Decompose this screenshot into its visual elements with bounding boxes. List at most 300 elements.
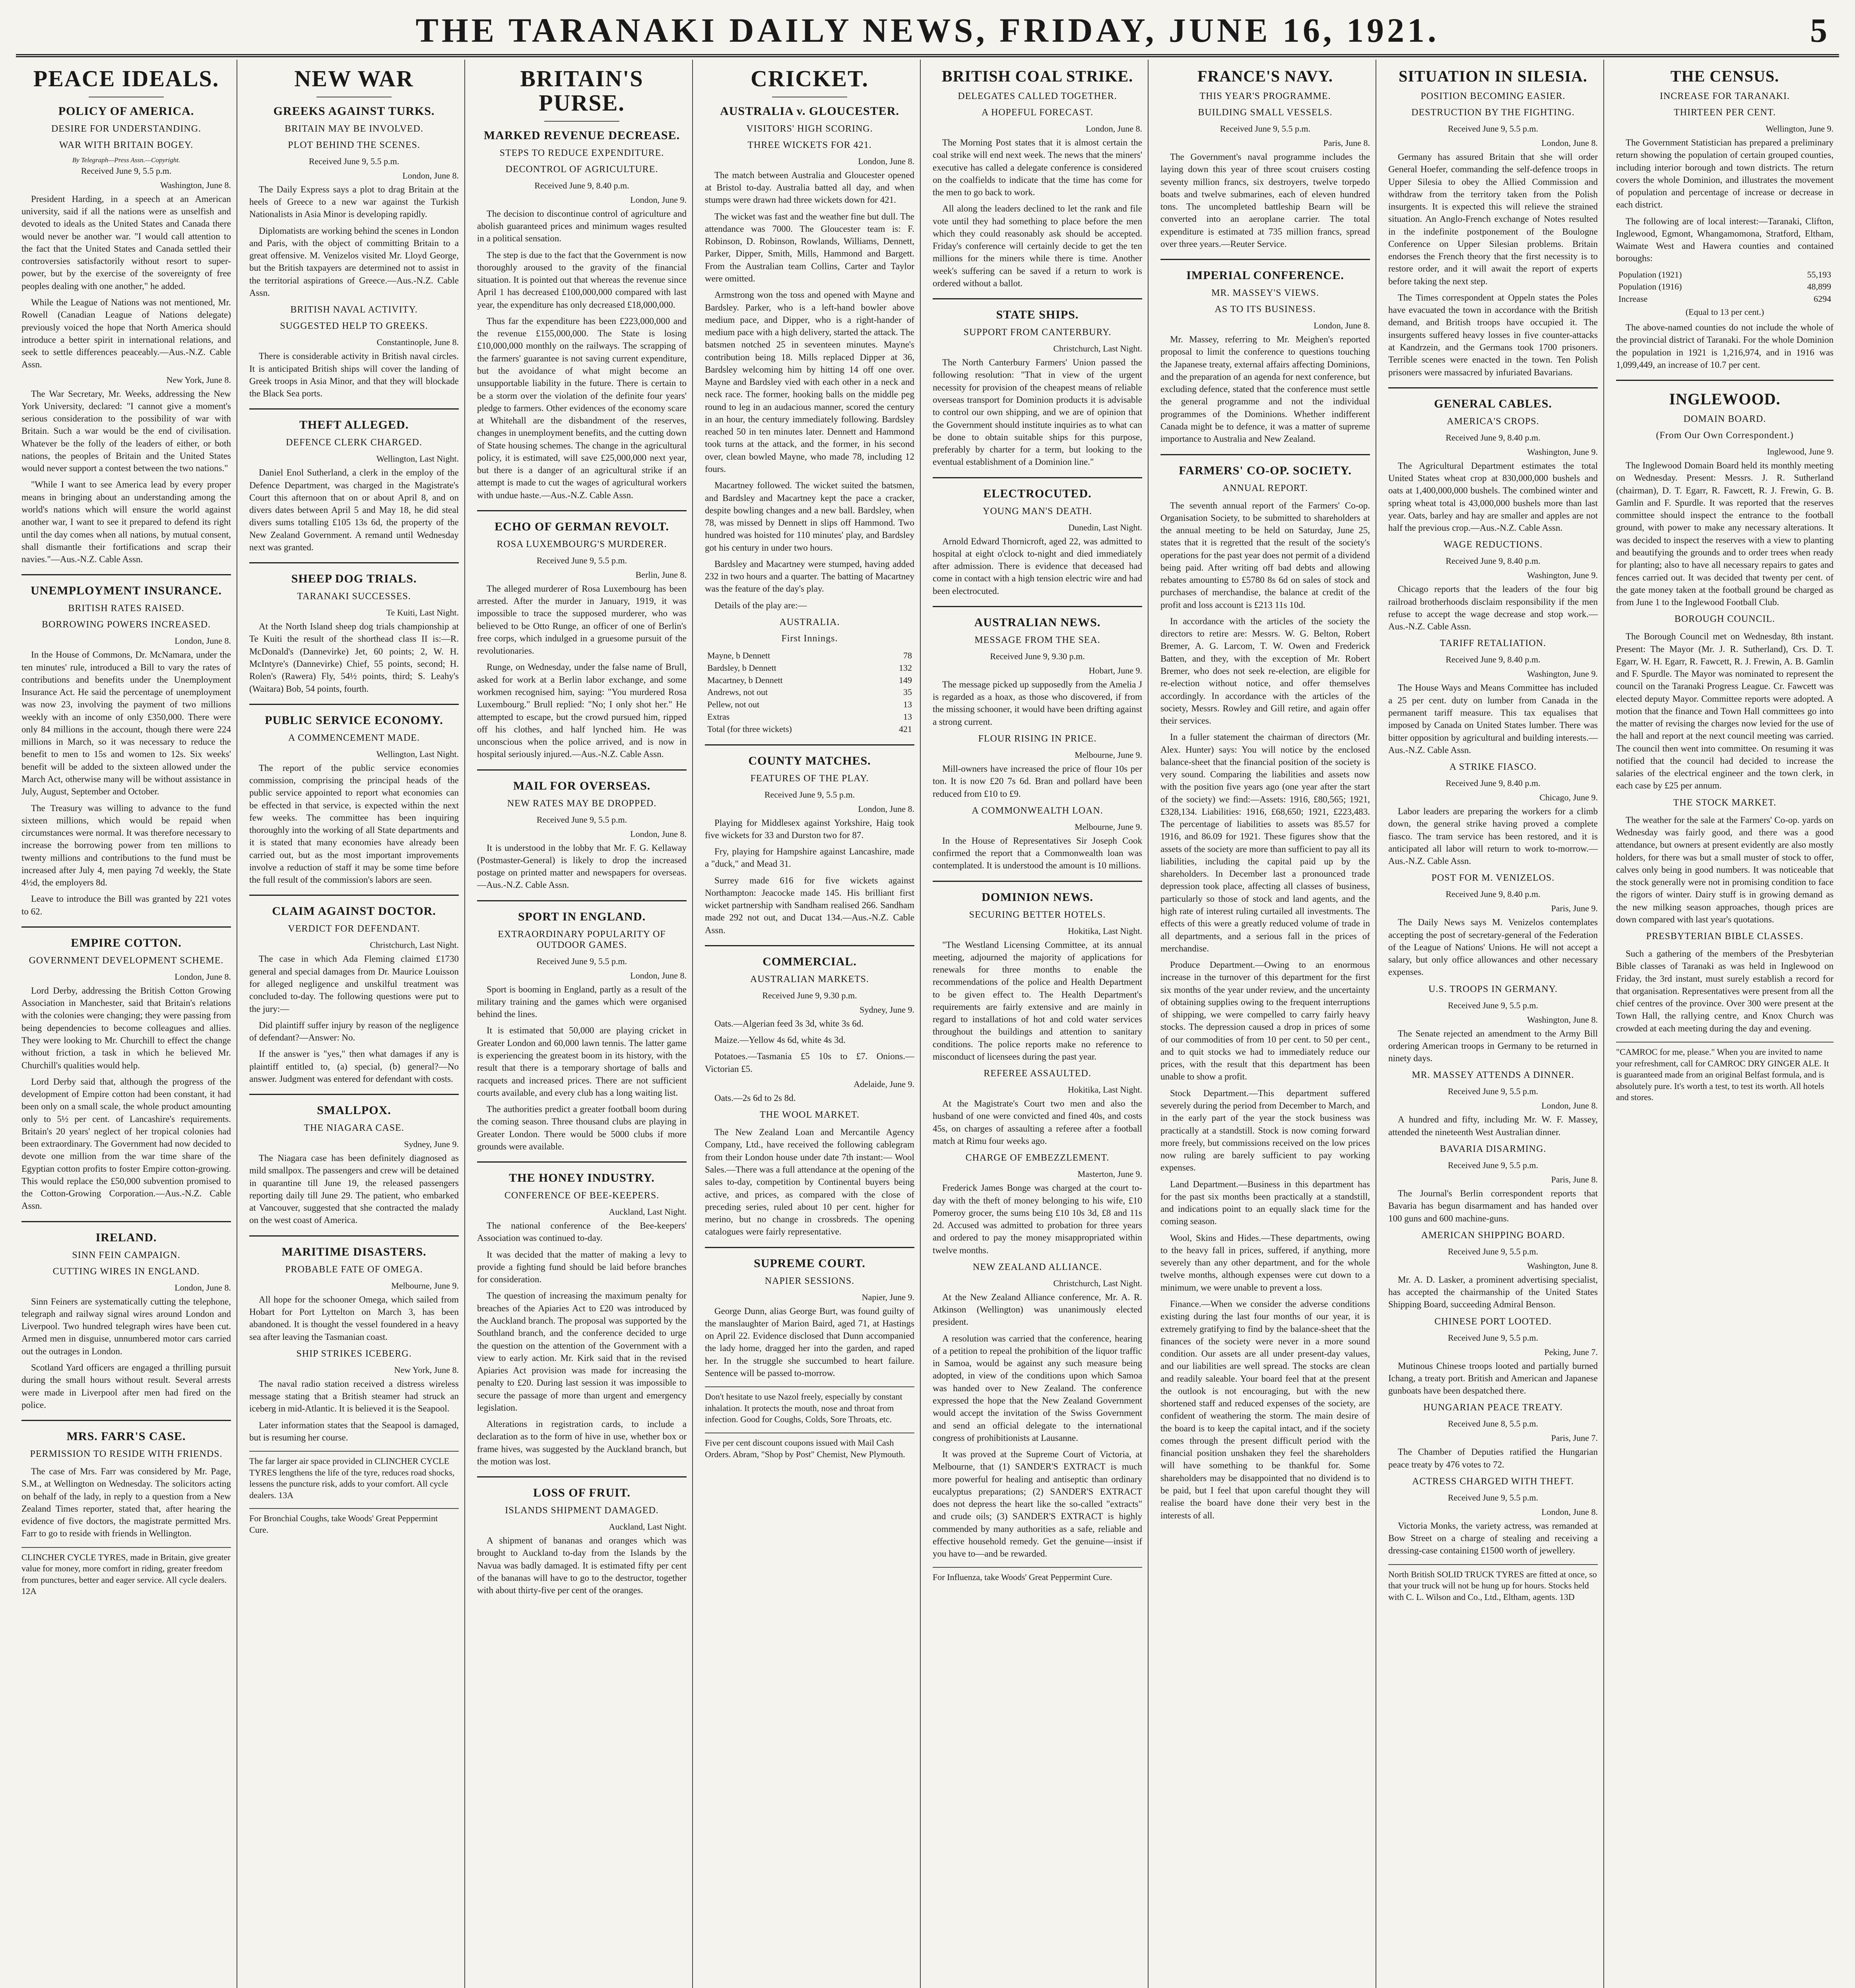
article-paragraph: Playing for Middlesex against Yorkshire, Haig took five wickets for 33 and Durston two for 87. [705, 817, 914, 840]
divider [1160, 454, 1370, 455]
article-paragraph: The authorities predict a greater football boom during the coming season. Three thousand clubs are playing in Greater London. There would be 5000 clubs if more grounds were available. [477, 1104, 687, 1151]
subheading: GOVERNMENT DEVELOPMENT SCHEME. [29, 955, 224, 966]
dateline: Washington, June 9. [1527, 447, 1598, 457]
received-line: Received June 9, 5.5 p.m. [81, 165, 172, 176]
advertisement: CLINCHER CYCLE TYRES, made in Britain, give greater value for money, more comfort in riding, greater freedom from punctures, better and eager service. All cycle dealers. 12A [21, 1547, 231, 1597]
article-paragraph: Stock Department.—This department suffered severely during the period from December to March, and in the early part of the year the stock business was practically at a standstill. Stock is now coming forward more freely, but commissions received on the low prices now ruling are barely sufficient to pay working expenses. [1160, 1088, 1370, 1173]
runs: 78 [903, 650, 912, 660]
dateline: Dunedin, Last Night. [1068, 522, 1142, 532]
advertisement: The far larger air space provided in CLINCHER CYCLE TYRES lengthens the life of the tyre, reduces road shocks, lessens the puncture risk, adds to your comfort. All cycle dealers. 13A [249, 1451, 459, 1501]
dateline: Christchurch, Last Night. [370, 940, 459, 950]
subheading: THIRTEEN PER CENT. [1674, 107, 1776, 118]
dateline: London, June 8. [1541, 1101, 1598, 1111]
scorecard-row [707, 699, 912, 711]
article-paragraph: The seventh annual report of the Farmers' Co-op. Organisation Society, to be submitted to shareholders at the annual meeting to be held on Saturday, June 25, states that it is regretted that the result of the society's operations for the past year does not permit of a dividend being paid. After writing off bad debts and allowing rebates amounting to £5780 8s 6d on sales of stock and purchases of merchandise, the balance at credit of the profit and loss account is £213 11s 10d. [1160, 500, 1370, 610]
received-line: Received June 9, 8.40 p.m. [1446, 654, 1541, 665]
subheading: POSITION BECOMING EASIER. [1420, 91, 1566, 101]
headline: PUBLIC SERVICE ECONOMY. [265, 713, 443, 727]
article-paragraph: The Times correspondent at Oppeln states the Poles have evacuated the town in accordance with the British demand, and British troops have occupied it. The insurgents suffered heavy losses in five counter-attacks at Kandrzein, and the Germans took 1700 prisoners. Terrible scenes were enacted in the town. Ten Polish prisoners were massacred by infuriated Bavarians. [1388, 292, 1598, 377]
masthead-title: THE TARANAKI DAILY NEWS, FRIDAY, JUNE 16, 1921. [415, 11, 1440, 49]
article-paragraph: Wool, Skins and Hides.—These departments, owing to the heavy fall in prices, suffered, if anything, more severely than any other department, and for the whole twelve months, although expenses were cut down to a minimum, we were unable to prevent a loss. [1160, 1233, 1370, 1293]
article-paragraph: The Journal's Berlin correspondent reports that Bavaria has begun disarmament and has handed over 100 guns and 600 machine-guns. [1388, 1188, 1598, 1223]
subheading: EXTRAORDINARY POPULARITY OF OUTDOOR GAMES. [498, 929, 666, 950]
received-line: Received June 9, 5.5 p.m. [536, 956, 627, 966]
article-paragraph: In the House of Commons, Dr. McNamara, under the ten minutes' rule, introduced a Bill to vary the rates of contributions and benefits under the Unemployment Insurance Act. He said the percentage of unemployment was now 23, involving the payment of two millions weekly with an income of only £350,000. There were only 84 millions in the account, though there were 224 millions in March, so it was necessary to reduce the benefit to men to 15s and women to 12s. Six weeks' benefit will be added to the sixteen allowed under the March Act, otherwise many will be without assistance in July, August, September and October. [21, 650, 231, 797]
runs: 132 [899, 662, 912, 673]
headline: FARMERS' CO-OP. SOCIETY. [1179, 464, 1352, 477]
subheading: VISITORS' HIGH SCORING. [746, 123, 873, 134]
subheading: ACTRESS CHARGED WITH THEFT. [1412, 1476, 1574, 1487]
article-paragraph: The Government's naval programme includes the laying down this year of three scout cruisers costing seventy million francs, six destroyers, twelve torpedo boats and twelve submarines, each of eleven hundred tons. The uncompleted battleship Bearn will be converted into an aeroplane carrier. The total expenditure is estimated at 735 million francs, spread over three years.—Reuter Service. [1160, 152, 1370, 249]
subheading: TARIFF RETALIATION. [1440, 638, 1546, 649]
dateline: London, June 8. [1541, 1507, 1598, 1517]
article-paragraph: The Agricultural Department estimates the total United States wheat crop at 830,000,000 bushels and oats at 1,400,000,000 bushels. The combined winter and spring wheat total is 43,000,000 bushels more than last year. Oats, barley and hay are smaller and apples are not half the previous crop.—Aus.-N.Z. Cable Assn. [1388, 460, 1598, 533]
article-paragraph: The Government Statistician has prepared a preliminary return showing the population of certain grouped counties, including interior borough and town districts. The return covers the whole Dominion, and illustrates the movement of population and percentage of increase or decrease in each district. [1616, 138, 1834, 210]
dateline: Paris, June 7. [1551, 1433, 1598, 1443]
headline: UNEMPLOYMENT INSURANCE. [31, 584, 222, 598]
article-paragraph: The naval radio station received a distress wireless message stating that a British steamer had struck an iceberg in mid-Atlantic. It is believed it is the Seapool. [249, 1378, 459, 1414]
article-paragraph: A shipment of bananas and oranges which was brought to Auckland to-day from the Islands by the Navua was badly damaged. It is estimated fifty per cent of the bananas will have to go to the destructor, together with about thirty-five per cent of the oranges. [477, 1536, 687, 1596]
article-paragraph: Victoria Monks, the variety actress, was remanded at Bow Street on a charge of stealing and receiving a dressing-case containing £1500 worth of jewellery. [1388, 1520, 1598, 1556]
census-label: Population (1921) [1618, 269, 1682, 280]
divider [544, 121, 620, 122]
column-6 [1155, 60, 1376, 1988]
article-paragraph: The case of Mrs. Farr was considered by Mr. Page, S.M., at Wellington on Wednesday. The solicitors acting on behalf of the lady, in reply to a question from a New Zealand Times reporter, stated that, after hearing the evidence of five doctors, the magistrate permitted Mrs. Farr to go to reside with friends in Wellington. [21, 1466, 231, 1539]
article-paragraph: Land Department.—Business in this department has for the past six months been practically at a standstill, and indications point to an equally slack time for the coming season. [1160, 1179, 1370, 1227]
article-paragraph: The following are of local interest:—Taranaki, Clifton, Inglewood, Egmont, Whangamomona, Stratford, Eltham, Waimate West and Hawera counties and contained boroughs: [1616, 216, 1834, 264]
divider [1160, 259, 1370, 260]
subheading: A COMMONWEALTH LOAN. [972, 805, 1103, 816]
headline: SUPREME COURT. [754, 1256, 865, 1270]
runs: 35 [903, 687, 912, 697]
subheading: FLOUR RISING IN PRICE. [978, 733, 1097, 744]
divider [477, 769, 687, 771]
article-paragraph: The North Canterbury Farmers' Union passed the following resolution: "That in view of the urgent necessity for provision of the cheapest means of reliable overseas transport for Dominion products it is advisable to control our own shipping, and we are of opinion that the Government should institute inquiries as to what can be done to obtain suitable ships for this purpose, preferably by charter for a term, but looking to the eventual establishment of a Dominion line." [933, 357, 1142, 467]
article-paragraph: The Inglewood Domain Board held its monthly meeting on Wednesday. Present: Messrs. J. R. Sutherland (chairman), D. T. Egarr, R. Fawcett, R. J. Frewin, G. B. Gamlin and F. Spurdle. It was reported that the reserves committee should inspect the entrance to the football ground, with power to make any necessary alterations. It was decided to inspect the reserves with a view to planting and beautifying the grounds and to order trees when ready for planting; also to have all necessary repairs to gates and fences carried out. It was decided that twenty per cent. of the gate money taken at the football ground be charged as from June 1 to the Inglewood Football Club. [1616, 460, 1834, 608]
census-label: Population (1916) [1618, 282, 1682, 292]
article-paragraph: In accordance with the articles of the society the directors to retire are: Messrs. W. G. Belton, Robert Bremer, A. G. Larcom, T. W. Owen and Frederick Batten, and they, with the exception of Mr. Robert Bremer, who does not seek re-election, are eligible for re-election without notice, and offer themselves accordingly. In accordance with the articles of the society, Messrs. Rowley and Gill retire, and again offer their services. [1160, 616, 1370, 726]
article-paragraph: Bardsley and Macartney were stumped, having added 232 in two hours and a quarter. The batting of Macartney was the feature of the day's play. [705, 559, 914, 594]
headline: NEW WAR [294, 66, 414, 91]
advertisement: For Influenza, take Woods' Great Peppermint Cure. [933, 1567, 1142, 1583]
subheading: SINN FEIN CAMPAIGN. [72, 1250, 180, 1260]
subheading: POLICY OF AMERICA. [58, 104, 194, 118]
subheading: NAPIER SESSIONS. [765, 1276, 855, 1286]
advertisement: "CAMROC for me, please." When you are invited to name your refreshment, call for CAMROC DRY GINGER ALE. It is guaranteed made from an original Belfast formula, and is absolutely pure. It's worth a test, to test its worth. All hotels and stores. [1616, 1042, 1834, 1103]
headline: COMMERCIAL. [763, 955, 857, 968]
subheading: AMERICA'S CROPS. [1447, 416, 1539, 427]
article-paragraph: The weather for the sale at the Farmers' Co-op. yards on Wednesday was fairly good, and there was a good attendance, but owners at present evidently are also mostly holders, for there was but a small muster of stock to offer, calves only being in good numbers. It was noticeable that the stock generally were not in promising condition to face the rigors of winter. Dairy stuff is in growing demand as the new milking season approaches, though prices are down compared with last year's quotations. [1616, 815, 1834, 924]
advertisement: North British SOLID TRUCK TYRES are fitted at once, so that your truck will not be hung up for hours. Stocks held with C. L. Wilson and Co., Ltd., Eltham, agents. 13D [1388, 1564, 1598, 1603]
census-row [1618, 281, 1831, 293]
dateline: Hokitika, Last Night. [1068, 926, 1142, 936]
received-line: Received June 9, 5.5 p.m. [1220, 124, 1311, 134]
dateline: Adelaide, June 9. [854, 1079, 914, 1089]
headline: THE HONEY INDUSTRY. [509, 1171, 655, 1185]
article-paragraph: Did plaintiff suffer injury by reason of the negligence of defendant?—Answer: No. [249, 1020, 459, 1043]
headline: LOSS OF FRUIT. [533, 1486, 631, 1500]
divider [933, 298, 1142, 299]
dateline: London, June 8. [175, 636, 231, 646]
dateline: Washington, June 8. [160, 180, 231, 190]
divider [21, 926, 231, 928]
received-line: Received June 9, 5.5 p.m. [1448, 1492, 1539, 1503]
batsman: Mayne, b Dennett [707, 650, 770, 660]
subheading: BRITISH NAVAL ACTIVITY. [290, 305, 418, 315]
headline: DOMINION NEWS. [982, 890, 1093, 904]
dateline: Wellington, June 9. [1766, 124, 1834, 134]
dateline: Paris, June 8. [1323, 138, 1370, 148]
subheading: FEATURES OF THE PLAY. [750, 773, 869, 784]
received-line: Received June 9, 8.40 p.m. [1446, 778, 1541, 788]
subheading: (From Our Own Correspondent.) [1656, 430, 1794, 441]
subheading: MESSAGE FROM THE SEA. [974, 635, 1100, 645]
article-paragraph: The message picked up supposedly from the Amelia J is regarded as a hoax, as those who discovered, if from the missing schooner, it would have been drifting against a strong current. [933, 679, 1142, 727]
article-paragraph: Scotland Yard officers are engaged a thrilling pursuit during the small hours without result. Several arrests were made in Liverpool after men had fired on the police. [21, 1363, 231, 1410]
article-paragraph: The Chamber of Deputies ratified the Hungarian peace treaty by 476 votes to 72. [1388, 1447, 1598, 1470]
divider [477, 1161, 687, 1163]
headline: BRITISH COAL STRIKE. [941, 67, 1133, 85]
runs: 13 [903, 711, 912, 722]
subheading: HUNGARIAN PEACE TREATY. [1423, 1402, 1563, 1413]
article-paragraph: Arnold Edward Thornicroft, aged 22, was admitted to hospital at eight o'clock to-night and died immediately after admission. There is evidence that deceased had come in contact with a high tension electric wire and had been electrocuted. [933, 536, 1142, 596]
dateline: London, June 8. [858, 156, 914, 166]
article-paragraph: In the House of Representatives Sir Joseph Cook confirmed the report that a Commonwealth loan was contemplated. It is understood the amount is 10 millions. [933, 835, 1142, 871]
scorecard-innings: First Innings. [781, 633, 838, 644]
subheading: CONFERENCE OF BEE-KEEPERS. [504, 1190, 660, 1201]
received-line: Received June 9, 9.30 p.m. [990, 651, 1085, 661]
column-4 [699, 60, 921, 1988]
received-line: Received June 9, 5.5 p.m. [1448, 124, 1539, 134]
subheading: SUPPORT FROM CANTERBURY. [963, 327, 1112, 338]
received-line: Received June 9, 5.5 p.m. [1448, 1332, 1539, 1343]
article-paragraph: Oats.—Algerian feed 3s 3d, white 3s 6d. [714, 1018, 863, 1029]
headline: GENERAL CABLES. [1434, 397, 1552, 410]
article-paragraph: Germany has assured Britain that she will order General Hoefer, commanding the self-defence troops in Upper Silesia to obey the Allied Commission and withdraw from the territory taken from the Polish insurgents. It is expected this will relieve the strained situation. An Anglo-French exchange of Notes resulted in the indefinite postponement of the Boulogne Conference on Upper Silesian problems. Britain endorses the French theory that the first necessity is to restore order, and it will await the report of experts before taking the next step. [1388, 152, 1598, 286]
dateline: Hobart, June 9. [1089, 665, 1142, 676]
dateline: Washington, June 8. [1527, 1260, 1598, 1271]
headline: ECHO OF GERMAN REVOLT. [495, 520, 669, 533]
subheading: PERMISSION TO RESIDE WITH FRIENDS. [30, 1449, 223, 1460]
article-paragraph: A resolution was carried that the conference, hearing of a petition to repeal the prohibition of the liquor traffic in Samoa, would be against any such measure being adopted, in view of the conditions upon which Samoa was handed over to New Zealand. The conference expressed the hope that the New Zealand Government would accept the invitation of the Swiss Government and send an official delegate to the international congress of prohibitionists at Lausanne. [933, 1333, 1142, 1443]
article-paragraph: "The Westland Licensing Committee, at its annual meeting, adjourned the majority of applications for renewals for three months to enable the recommendations of the police and Health Department to be given effect to. The Health Department's requirements are fairly extensive and are mainly in regard to installations of hot and cold water services throughout the buildings and attention to sanitary conditions. The police reports make no reference to misconduct of licensees during the past year. [933, 940, 1142, 1062]
dateline: London, June 8. [858, 804, 914, 814]
article-paragraph: The New Zealand Loan and Mercantile Agency Company, Ltd., have received the following cablegram from their London house under date 7th instant:— Wool Sales.—There was a full attendance at the opening of the sales to-day, competition by Continental buyers being active, and prices, as compared with the close of preceding series, ruled about 10 per cent. higher for merino, but no change in crossbreds. The opening catalogues were fairly representative. [705, 1127, 914, 1237]
headline: AUSTRALIAN NEWS. [974, 615, 1101, 629]
advertisement: For Bronchial Coughs, take Woods' Great Peppermint Cure. [249, 1508, 459, 1536]
subheading: PRESBYTERIAN BIBLE CLASSES. [1646, 931, 1804, 942]
article-paragraph: While the League of Nations was not mentioned, Mr. Rowell (Canadian League of Nations delegate) previously voiced the hope that North America should introduce a better spirit in international relations, and seek to settle differences peaceably.—Aus.-N.Z. Cable Assn. [21, 297, 231, 370]
dateline: London, June 9. [630, 194, 687, 205]
article-paragraph: The Niagara case has been definitely diagnosed as mild smallpox. The passengers and crew will be detained in quarantine till June 19, the released passengers reporting daily till June 29. The patient, who embarked at Vancouver, suggested that she contracted the malady on the west coast of America. [249, 1153, 459, 1225]
subheading: INCREASE FOR TARANAKI. [1660, 91, 1790, 101]
divider [933, 881, 1142, 882]
subheading: THE STOCK MARKET. [1673, 797, 1777, 808]
subheading: MR. MASSEY ATTENDS A DINNER. [1412, 1070, 1574, 1081]
scorecard-row [707, 674, 912, 687]
dateline: London, June 8. [630, 970, 687, 980]
divider [477, 510, 687, 511]
runs: 13 [903, 699, 912, 710]
headline: CRICKET. [751, 66, 869, 91]
subheading: MARKED REVENUE DECREASE. [483, 128, 680, 142]
batsman: Bardsley, b Dennett [707, 662, 776, 673]
census-row [1618, 293, 1831, 305]
article-paragraph: The Daily News says M. Venizelos contemplates accepting the post of secretary-general of the Federation of the League of Nations' Unions. He will not accept a salary, but only office allowances and other necessary expenses. [1388, 917, 1598, 977]
batsman: Pellew, not out [707, 699, 760, 710]
headline: IMPERIAL CONFERENCE. [1186, 269, 1344, 282]
article-paragraph: The Senate rejected an amendment to the Army Bill ordering American troops in Germany to be returned in ninety days. [1388, 1028, 1598, 1064]
article-paragraph: The decision to discontinue control of agriculture and abolish guaranteed prices and minimum wages resulted in a political sensation. [477, 208, 687, 244]
column-8 [1611, 60, 1839, 1988]
article-paragraph: The match between Australia and Gloucester opened at Bristol to-day. Australia batted all day, and when stumps were drawn had three wickets down for 421. [705, 170, 914, 205]
subheading: AUSTRALIA v. GLOUCESTER. [720, 104, 899, 118]
dateline: Napier, June 9. [862, 1292, 914, 1302]
divider [21, 1420, 231, 1421]
dateline: Paris, June 9. [1551, 903, 1598, 914]
column-5 [927, 60, 1149, 1988]
divider [21, 574, 231, 575]
subheading: THE WOOL MARKET. [760, 1110, 860, 1120]
received-line: Received June 9, 9.30 p.m. [762, 990, 857, 1000]
divider [249, 408, 459, 410]
subheading: VERDICT FOR DEFENDANT. [288, 924, 420, 934]
headline: STATE SHIPS. [996, 308, 1079, 322]
divider [249, 1235, 459, 1237]
article-paragraph: Fry, playing for Hampshire against Lancashire, made a "duck," and Mead 31. [705, 846, 914, 869]
dateline: Sydney, June 9. [404, 1139, 459, 1149]
divider [249, 562, 459, 563]
headline: THE CENSUS. [1670, 67, 1779, 85]
received-line: Received June 9, 5.5 p.m. [1448, 1086, 1539, 1097]
headline: ELECTROCUTED. [983, 487, 1092, 500]
subheading: DESTRUCTION BY THE FIGHTING. [1411, 107, 1575, 118]
article-paragraph: The question of increasing the maximum penalty for breaches of the Apiaries Act to £20 was introduced by the Auckland branch. The proposal was supported by the Southland branch, and the conference decided to urge the question on the attention of the Government with a view to early action. Mr. Kirk said that in the revised Apiaries Act provision was made for increasing the penalty to £20. During last session it was impossible to secure the passage of more than urgent and emergency legislation. [477, 1291, 687, 1413]
subheading: ISLANDS SHIPMENT DAMAGED. [505, 1505, 659, 1516]
scorecard-row [707, 686, 912, 699]
divider [477, 900, 687, 901]
headline: MARITIME DISASTERS. [281, 1245, 427, 1258]
total-runs: 421 [899, 724, 912, 734]
headline: EMPIRE COTTON. [71, 936, 182, 949]
subheading: ROSA LUXEMBOURG'S MURDERER. [497, 539, 667, 549]
subheading: PLOT BEHIND THE SCENES. [288, 140, 420, 150]
article-paragraph: The Morning Post states that it is almost certain the coal strike will end next week. The news that the miners' executive has called a delegate conference is considered on the coalfields to indicate that the time has come for the men to go back to work. [933, 138, 1142, 198]
dateline: London, June 8. [175, 1282, 231, 1293]
subheading: DEFENCE CLERK CHARGED. [286, 437, 422, 448]
subheading: A HOPEFUL FORECAST. [981, 107, 1094, 118]
subheading: THE NIAGARA CASE. [304, 1123, 404, 1134]
headline: INGLEWOOD. [1669, 390, 1781, 408]
dateline: Christchurch, Last Night. [1053, 1278, 1142, 1288]
dateline: London, June 8. [1086, 124, 1142, 134]
subheading: CHARGE OF EMBEZZLEMENT. [965, 1153, 1110, 1163]
dateline: Washington, June 9. [1527, 570, 1598, 580]
article-paragraph: Macartney followed. The wicket suited the batsmen, and Bardsley and Macartney kept the pace a cracker, despite bowling changes and a new ball. Bardsley, when 78, was missed by Dennett in slips off Hammond. Two hundred was hoisted for 110 minutes' play, and Bardsley got his century in under two hours. [705, 480, 914, 553]
article-paragraph: Thus far the expenditure has been £223,000,000 and the revenue £155,000,000. The State is losing £10,000,000 monthly on the railways. The scrapping of the farmers' guarantee is not saving current expenditure, but the avoidance of what might become an unsupportable liability in the future. There is certain to be a storm over the violation of the definite four years' pledge to farmers. Other evidences of the economy scare at Whitehall are the disbandment of the reserves, changes in unemployment benefits, and the cutting down of State housing schemes. The change in the agricultural policy, it is estimated, will save £25,000,000 next year, but there is a danger of an agricultural strike if an attempt is made to cut the wages of agricultural workers with undue haste.—Aus.-N.Z. Cable Assn. [477, 316, 687, 500]
subheading: BRITISH RATES RAISED. [68, 603, 184, 614]
subheading: AUSTRALIAN MARKETS. [750, 974, 869, 984]
census-note: (Equal to 13 per cent.) [1685, 307, 1764, 317]
dateline: Melbourne, June 9. [1075, 749, 1142, 760]
article-paragraph: Mr. Massey, referring to Mr. Meighen's reported proposal to limit the conference to questions touching the Japanese treaty, external affairs affecting Dominions, and the preparation of an agenda for next conference, but excluding defence, stated that the conference must settle the general programme and not the individual programmes of the Dominions. Whether indifferent Canada might be to defence, it was a matter of supreme importance to Australia and New Zealand. [1160, 334, 1370, 444]
subheading: A COMMENCEMENT MADE. [288, 732, 420, 743]
subheading: A STRIKE FIASCO. [1449, 762, 1537, 773]
scorecard-row [707, 650, 912, 662]
article-paragraph: There is considerable activity in British naval circles. It is anticipated British ships will cover the landing of Greek troops in Asia Minor, and that they will blockade the Black Sea ports. [249, 351, 459, 399]
received-line: Received June 9, 5.5 p.m. [764, 789, 855, 800]
received-line: Received June 9, 5.5 p.m. [536, 555, 627, 565]
dateline: Peking, June 7. [1544, 1347, 1598, 1357]
article-paragraph: Mutinous Chinese troops looted and partially burned Ichang, a treaty port. British and American and Japanese gunboats have been despatched there. [1388, 1361, 1598, 1396]
headline: BRITAIN'S PURSE. [520, 66, 644, 116]
dateline: Sydney, June 9. [860, 1004, 914, 1015]
article-paragraph: Produce Department.—Owing to an enormous increase in the turnover of this department for the first six months of the year under review, and the uncertainty of obtaining supplies owing to the frequent interruptions of shipping, we were compelled to carry fairly heavy stocks. The depression caused a drop in prices of some of our commodities of from 10 per cent. to 50 per cent., and to quit stocks we had to immediately reduce our prices, with the result that this department has been unable to show a profit. [1160, 960, 1370, 1082]
columns [16, 60, 1839, 1988]
scorecard-row [707, 662, 912, 674]
dateline: Hokitika, Last Night. [1068, 1085, 1142, 1095]
runs: 149 [899, 675, 912, 685]
article-paragraph: It was proved at the Supreme Court of Victoria, at Melbourne, that (1) SANDER'S EXTRACT is much more powerful for healing and antiseptic than ordinary eucalyptus preparations; (2) SANDER'S EXTRACT does not depress the heart like the so-called "extracts" and crude oils; (3) SANDER'S EXTRACT is highly commended by many authorities as a safe, reliable and effective household remedy. Get the genuine—insist if you have to—and be rewarded. [933, 1449, 1142, 1559]
article-paragraph: Finance.—When we consider the adverse conditions existing during the last four months of our year, it is extremely gratifying to find by the balance-sheet that the finances of the society were never in a more sound condition. Our assets are all under present-day values, and our liabilities are well spread. The stocks are clean and readily saleable. Your board feel that at the present the outlook is not encouraging, but with the new shortened staff and reduced expenses of the society, are confident of weathering the storm. The main desire of the board is to keep the capital intact, and if the society comes through the present difficult period with the financial position unshaken they feel the shareholders will have something to be thankful for. Some shareholders may be disappointed that no dividend is to be paid, but I feel that upon careful thought they will realise the board have done their very best in the interests of all. [1160, 1299, 1370, 1520]
census-value: 6294 [1814, 294, 1831, 304]
article-paragraph: It is understood in the lobby that Mr. F. G. Kellaway (Postmaster-General) is likely to drop the increased postage on printed matter and newspapers for overseas.—Aus.-N.Z. Cable Assn. [477, 843, 687, 890]
subheading: BRITAIN MAY BE INVOLVED. [285, 123, 423, 134]
dateline: Washington, June 8. [1527, 1014, 1598, 1025]
census-value: 55,193 [1807, 269, 1831, 280]
dateline: Inglewood, June 9. [1767, 447, 1834, 457]
divider [249, 895, 459, 896]
article-paragraph: Such a gathering of the members of the Presbyterian Bible classes of Taranaki as was held in Inglewood on Friday, the 3rd instant, must surely establish a record for that organisation. Representatives were present from all the chief centres of the province. Over 300 were present at the Town Hall, the rallying centre, and Knox Church was crowded at each meeting during the day and evening. [1616, 949, 1834, 1033]
article-paragraph: At the New Zealand Alliance conference, Mr. A. R. Atkinson (Wellington) was unanimously elected president. [933, 1292, 1142, 1327]
article-paragraph: George Dunn, alias George Burt, was found guilty of the manslaughter of Marion Baird, aged 71, at Hastings on April 22. Evidence disclosed that Dunn accompanied the lady home, dragged her into the garden, and raped her. In the struggle she succumbed to heart failure. Sentence will be passed to-morrow. [705, 1306, 914, 1378]
article-paragraph: The step is due to the fact that the Government is now thoroughly aroused to the gravity of the financial situation. It is pointed out that whereas the revenue since April 1 has decreased £100,000,000 compared with last year, the expenditure has only decreased £18,000,000. [477, 250, 687, 310]
dateline: Wellington, Last Night. [376, 454, 459, 464]
subheading: SHIP STRIKES ICEBERG. [296, 1348, 412, 1359]
received-line: Received June 9, 5.5 p.m. [309, 156, 400, 166]
dateline: Wellington, Last Night. [376, 749, 459, 759]
divider [933, 477, 1142, 478]
received-line: Received June 9, 5.5 p.m. [1448, 1160, 1539, 1171]
received-line: Received June 9, 5.5 p.m. [536, 814, 627, 825]
column-2 [244, 60, 465, 1988]
subheading: STEPS TO REDUCE EXPENDITURE. [499, 148, 664, 158]
article-paragraph: Oats.—2s 6d to 2s 8d. [714, 1093, 796, 1103]
subheading: WAR WITH BRITAIN BOGEY. [59, 140, 194, 150]
divider [705, 1247, 914, 1248]
subheading: DECONTROL OF AGRICULTURE. [505, 164, 658, 175]
headline: SHEEP DOG TRIALS. [291, 572, 417, 586]
subheading: NEW ZEALAND ALLIANCE. [972, 1262, 1102, 1272]
article-paragraph: The Borough Council met on Wednesday, 8th instant. Present: The Mayor (Mr. J. R. Sutherland), Crs. D. T. Egarr, W. H. Egarr, R. Fawcett, R. J. Frewin, A. B. Gamlin and F. Spurdle. The Mayor was nominated to represent the council on the Taranaki Progress League. Cr. Fawcett was elected deputy Mayor. Committee reports were adopted. A motion that the finance and Town Hall committees go into the matter of revising the charges now levied for the use of the hall and report at the next council meeting was carried. The council then went into committee. On resuming it was notified that the council had decided to increase the salaries of the electrical engineer and the town clerk, in each case by £25 per annum. [1616, 631, 1834, 791]
article-paragraph: In a fuller statement the chairman of directors (Mr. Alex. Hunter) says: You will notice by the enclosed balance-sheet that the financial position of the society is very sound. Comparing the liabilities and assets now with the position five years ago (one year after the start of the society) we find:—Assets: 1916, £80,565; 1921, £328,134. Liabilities: 1916, £68,650; 1921, £223,483. The percentage of liabilities to assets was 85.57 for 1916, and 86.09 for 1921. These figures show that the assets of the society are more than sufficient to pay all its liabilities, including the capital paid up by the shareholders. In December last a pronounced trade depression took place, affecting all classes of business, particularly so those of stock and land agents, and the high rate of interest ruling curtailed all investments. The effects of this were a greatly reduced volume of trade in all departments, and a serious fall in the prices of merchandise. [1160, 732, 1370, 953]
dateline: Washington, June 9. [1527, 669, 1598, 679]
article-paragraph: It is estimated that 50,000 are playing cricket in Greater London and 60,000 lawn tennis. The latter game is experiencing the greatest boom in its history, with the result that there is a temporary shortage of balls and racquets and increased prices. There are not sufficient courts available, and every club has a long waiting list. [477, 1025, 687, 1098]
scorecard-total [707, 723, 912, 736]
advertisement: Don't hesitate to use Nazol freely, especially by constant inhalation. It protects the mouth, nose and throat from infection. Good for Coughs, Colds, Sore Throats, etc. [705, 1386, 914, 1425]
article-paragraph: Diplomatists are working behind the scenes in London and Paris, with the object of committing Britain to a great offensive. M. Venizelos visited Mr. Lloyd George, but the British taxpayers are determined not to assist in the territorial aspirations of Greece.—Aus.-N.Z. Cable Assn. [249, 225, 459, 298]
article-paragraph: If the answer is "yes," then what damages if any is plaintiff entitled to, (a) special, (b) general?—No answer. Judgment was entered for defendant with costs. [249, 1049, 459, 1084]
article-paragraph: The War Secretary, Mr. Weeks, addressing the New York University, declared: "I cannot give a moment's serious consideration to the possibility of war with Britain. Such a war would be the end of civilisation. Whatever be the folly of the leaders of either, or both nations, the peoples of Britain and the United States would never support a contest between the two nations." [21, 388, 231, 474]
dateline: Auckland, Last Night. [609, 1522, 687, 1532]
census-value: 48,899 [1807, 282, 1831, 292]
headline: THEFT ALLEGED. [299, 418, 409, 432]
received-line: Received June 9, 8.40 p.m. [1446, 432, 1541, 443]
subheading: BOROUGH COUNCIL. [1674, 614, 1775, 625]
article-paragraph: Runge, on Wednesday, under the false name of Brull, asked for work at a Berlin labor exchange, and some workmen recognised him, saying: "You murdered Rosa Luxembourg." Brull replied: "No; I only shot her." He attempted to escape, but the crowd pursued him, ripped off his clothes, and half lynched him. He was unconscious when the police arrived, and is now in hospital seriously injured.—Aus.-N.Z. Cable Assn. [477, 662, 687, 759]
article-paragraph: The above-named counties do not include the whole of the provincial district of Taranaki. For the whole Dominion the population in 1921 is 1,216,974, and in 1916 was 1,099,449, an increase of 10.7 per cent. [1616, 322, 1834, 370]
received-line: Received June 9, 8.40 p.m. [1446, 556, 1541, 566]
article-paragraph: A hundred and fifty, including Mr. W. F. Massey, attended the nineteenth West Australian dinner. [1388, 1114, 1598, 1137]
dateline: Melbourne, June 9. [1075, 821, 1142, 832]
census-label: Increase [1618, 294, 1648, 304]
subheading: AMERICAN SHIPPING BOARD. [1421, 1230, 1565, 1241]
article-paragraph: Chicago reports that the leaders of the four big railroad brotherhoods disclaim responsibility if the men refuse to accept the wage decrease and stop work.—Aus.-N.Z. Cable Assn. [1388, 584, 1598, 632]
page-number: 5 [1810, 11, 1827, 49]
dateline: New York, June 8. [394, 1365, 459, 1375]
article-paragraph: Leave to introduce the Bill was granted by 221 votes to 62. [21, 894, 231, 916]
subheading: MR. MASSEY'S VIEWS. [1211, 288, 1319, 299]
subheading: ANNUAL REPORT. [1222, 483, 1308, 493]
dateline: London, June 8. [1314, 320, 1370, 331]
received-line: Received June 8, 5.5 p.m. [1448, 1419, 1539, 1429]
divider [249, 704, 459, 705]
article-paragraph: Later information states that the Seapool is damaged, but is resuming her course. [249, 1420, 459, 1442]
divider [1616, 380, 1834, 381]
received-line: Received June 9, 8.40 p.m. [534, 180, 629, 190]
article-paragraph: The Daily Express says a plot to drag Britain at the heels of Greece to a new war against the Turkish Nationalists in Asia Minor is developing rapidly. [249, 184, 459, 219]
subheading: NEW RATES MAY BE DROPPED. [507, 798, 657, 809]
article-paragraph: The House Ways and Means Committee has included a 25 per cent. duty on lumber from Canada in the permanent tariff measure. This tax equalises that imposed by Canada on United States lumber. There was bitter opposition by agricultural and building interests.—Aus.-N.Z. Cable Assn. [1388, 683, 1598, 755]
article-paragraph: The alleged murderer of Rosa Luxembourg has been arrested. After the murder in January, 1919, it was impossible to trace the supposed murderer, who was believed to be Otto Runge, an officer of one of Berlin's free corps, which indulged in a gruesome pursuit of the revolutionaries. [477, 583, 687, 656]
article-paragraph: Mill-owners have increased the price of flour 10s per ton. It is now £20 7s 6d. Bran and pollard have been reduced from £10 to £9. [933, 763, 1142, 799]
article-paragraph: Lord Derby said that, although the progress of the development of Empire cotton had been constant, it had been only on a small scale, the whole product amounting only to 5½ per cent. of Lancashire's requirements. Britain's 20 years' neglect of her tropical colonies had been extraordinary. The Government had now decided to devote one million from the war time share of the Egyptian cotton profits to foster Empire cotton-growing. This would replace the £50,000 subvention promised to the Cotton-Growing Corporation.—Aus.-N.Z. Cable Assn. [21, 1076, 231, 1211]
scorecard-row [707, 711, 912, 723]
subheading: U.S. TROOPS IN GERMANY. [1428, 984, 1558, 994]
subheading: BUILDING SMALL VESSELS. [1198, 107, 1333, 118]
subheading: SECURING BETTER HOTELS. [969, 909, 1106, 920]
subheading: WAGE REDUCTIONS. [1443, 540, 1543, 550]
article-paragraph: Sport is booming in England, partly as a result of the military training and the games which were organised behind the lines. [477, 984, 687, 1019]
dateline: London, June 8. [175, 971, 231, 982]
article-paragraph: The Treasury was willing to advance to the fund sixteen millions, which would be repaid when circumstances were normal. It was therefore necessary to increase the borrowing power from ten millions to twenty millions and contributions to the fund must be increased after July 4, men paying 7d weekly, the State 4½d, the employers 8d. [21, 803, 231, 888]
batsman: Macartney, b Dennett [707, 675, 783, 685]
total-label: Total (for three wickets) [707, 724, 792, 734]
divider [705, 744, 914, 746]
masthead [16, 7, 1839, 57]
dateline: London, June 8. [1541, 138, 1598, 148]
subheading: DESIRE FOR UNDERSTANDING. [51, 123, 202, 134]
census-row [1618, 269, 1831, 281]
column-3 [472, 60, 693, 1988]
divider [477, 1476, 687, 1477]
article-paragraph: Daniel Enol Sutherland, a clerk in the employ of the Defence Department, was charged in the Magistrate's Court this afternoon that on or about April 8, and on divers dates between April 5 and May 18, he did steal divers sums totalling £105 13s 6d, the property of the New Zealand Government. A remand until Wednesday next was granted. [249, 468, 459, 552]
article-paragraph: The national conference of the Bee-keepers' Association was continued to-day. [477, 1221, 687, 1243]
subheading: CUTTING WIRES IN ENGLAND. [52, 1266, 200, 1277]
article-paragraph: "While I want to see America lead by every proper means in bringing about an understanding among the world's nations which will ensure the world against another war, I want to see it prepared to defend its right until the day comes when all nations, by mutual consent, shall dismantle their fortifications and scrap their navies."—Aus.-N.Z. Cable Assn. [21, 480, 231, 565]
article-paragraph: Potatoes.—Tasmania £5 10s to £7. Onions.—Victorian £5. [705, 1051, 914, 1074]
subheading: GREEKS AGAINST TURKS. [273, 104, 435, 118]
divider [705, 945, 914, 946]
column-7 [1383, 60, 1604, 1988]
divider [21, 1221, 231, 1222]
dateline: Auckland, Last Night. [609, 1207, 687, 1217]
subheading: THREE WICKETS FOR 421. [747, 140, 872, 150]
article-paragraph: All hope for the schooner Omega, which sailed from Hobart for Port Lyttelton on March 3, has been abandoned. It is thought the vessel foundered in a heavy sea after leaving the Tasmanian coast. [249, 1294, 459, 1342]
article-paragraph: At the Magistrate's Court two men and also the husband of one were convicted and fined 40s, and costs 45s, on charges of assaulting a referee after a football match at Rimu four weeks ago. [933, 1099, 1142, 1146]
article-paragraph: It was decided that the matter of making a levy to provide a fighting fund should be laid before branches for consideration. [477, 1249, 687, 1285]
dateline: Constantinople, June 8. [376, 337, 459, 348]
